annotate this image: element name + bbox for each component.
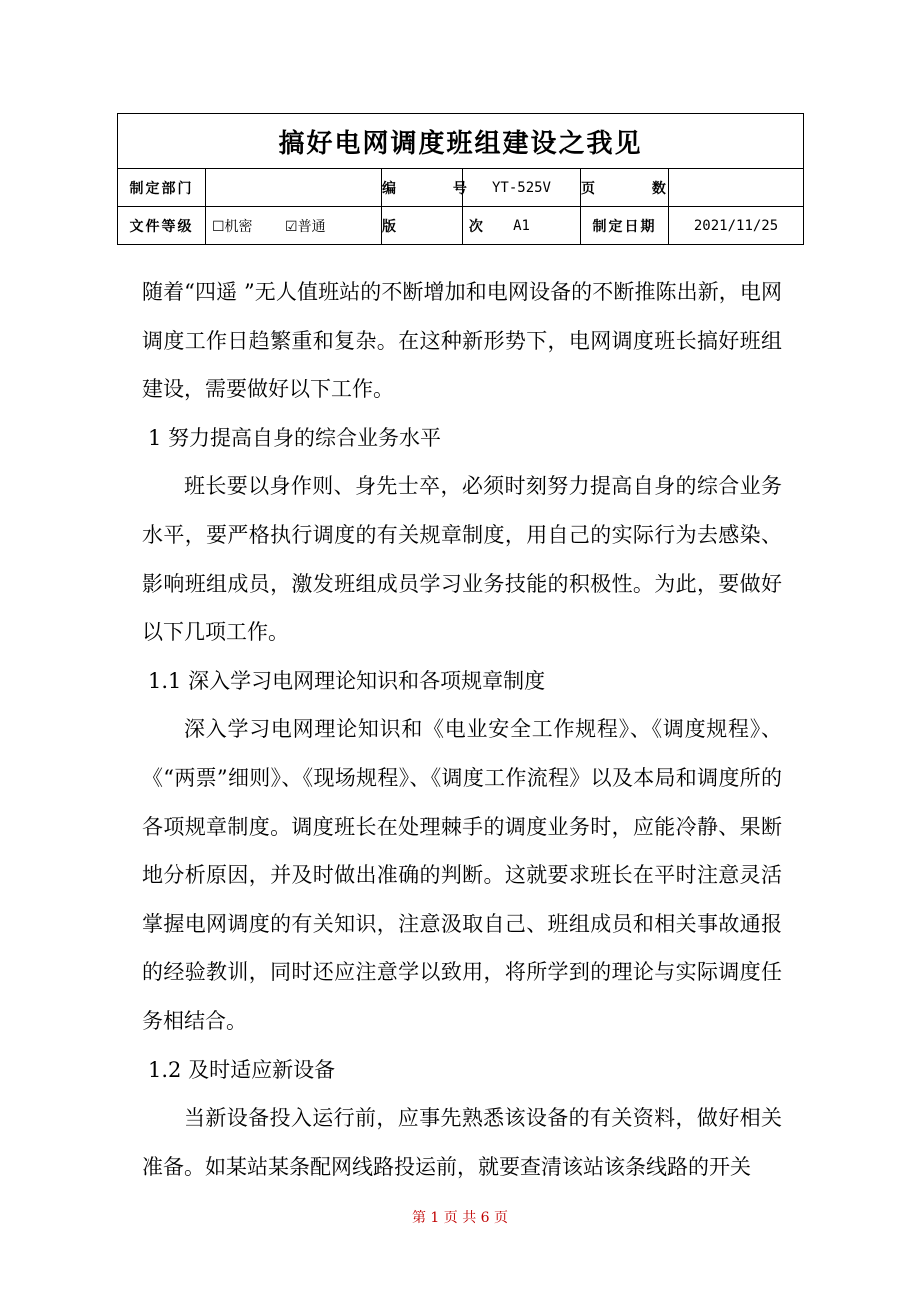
level-option-confidential-checkbox[interactable]: ☐机密: [212, 218, 253, 235]
intro-paragraph: 随着“四遥 ”无人值班站的不断增加和电网设备的不断推陈出新，电网调度工作日趋繁重和复杂。在这种新形势下，电网调度班长搞好班组建设，需要做好以下工作。: [142, 280, 782, 402]
document-title: 搞好电网调度班组建设之我见: [118, 114, 804, 169]
date-value: 2021/11/25: [669, 207, 804, 245]
section-1-paragraph: 班长要以身作则、身先士卒，必须时刻努力提高自身的综合业务水平，要严格执行调度的有关规章制度，用自己的实际行为去感染、影响班组成员，激发班组成员学习业务技能的积极性。为此，要做好以下几项工作。: [142, 474, 782, 645]
level-label: 文件等级: [118, 207, 206, 245]
document-header-table: [117, 113, 804, 245]
version-value: A1: [463, 207, 581, 245]
section-1-1-paragraph: 深入学习电网理论知识和《电业安全工作规程》、《调度规程》、《“两票”细则》、《现场规程》、《调度工作流程》以及本局和调度所的各项规章制度。调度班长在处理棘手的调度业务时，应能冷静、果断地分析原因，并及时做出准确的判断。这就要求班长在平时注意灵活掌握电网调度的有关知识，注意汲取自己、班组成员和相关事故通报的经验教训，同时还应注意学以致用，将所学到的理论与实际调度任务相结合。: [142, 717, 782, 1033]
section-heading-1: 1 努力提高自身的综合业务水平: [148, 425, 442, 450]
section-heading-1-1: 1.1 深入学习电网理论知识和各项规章制度: [148, 668, 546, 693]
version-label: 版 次: [382, 207, 463, 245]
page-footer: 第 1 页 共 6 页: [411, 1210, 509, 1226]
code-value: YT-525V: [463, 169, 581, 207]
level-options: [206, 207, 382, 245]
dept-value: [206, 169, 382, 207]
pages-label: 页 数: [581, 169, 669, 207]
section-heading-1-2: 1.2 及时适应新设备: [148, 1057, 336, 1082]
code-label: 编 号: [382, 169, 463, 207]
date-label: 制定日期: [581, 207, 669, 245]
section-1-2-paragraph: 当新设备投入运行前，应事先熟悉该设备的有关资料，做好相关准备。如某站某条配网线路投运前，就要查清该站该条线路的开关: [142, 1106, 782, 1179]
document-body: [142, 268, 782, 1191]
dept-label: 制定部门: [118, 169, 206, 207]
level-option-normal-checkbox[interactable]: ☑普通: [285, 218, 326, 235]
